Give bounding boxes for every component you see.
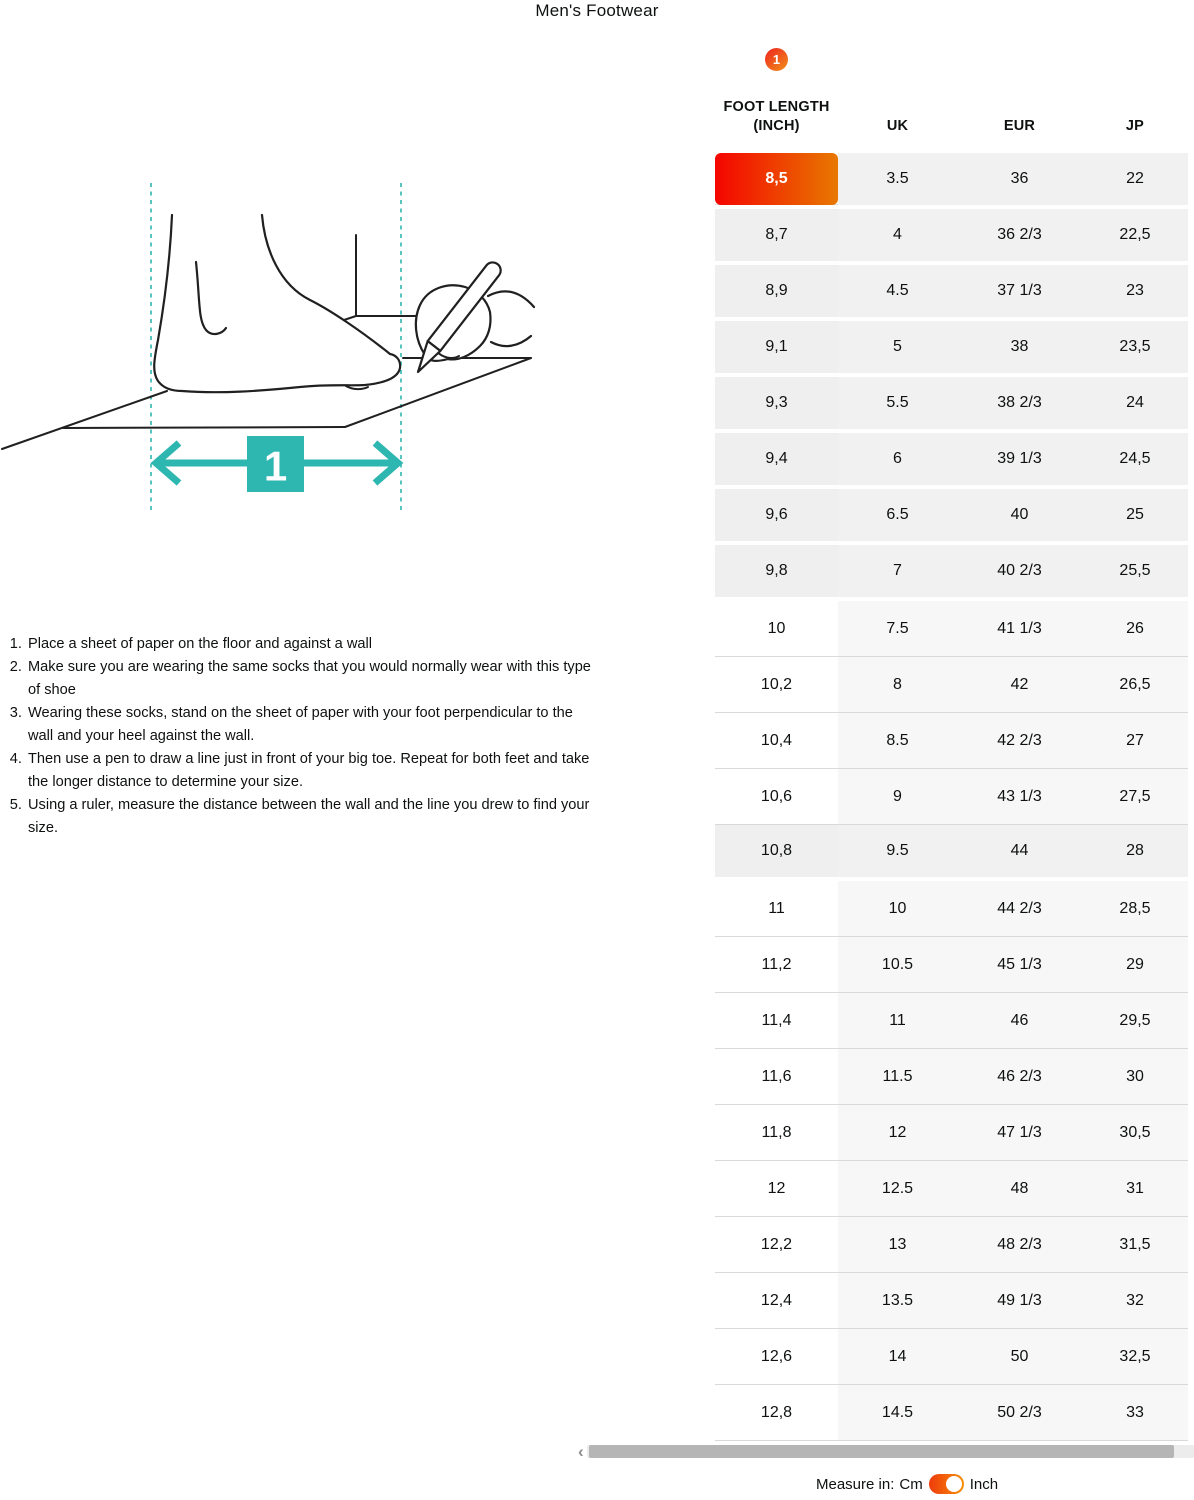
table-cell: 36 2/3 bbox=[957, 209, 1082, 261]
table-row bbox=[715, 769, 1188, 825]
table-row bbox=[715, 433, 1188, 489]
table-cell: 12 bbox=[715, 1161, 838, 1216]
column-header-jp: JP bbox=[1125, 118, 1145, 134]
table-cell: 9,6 bbox=[715, 489, 838, 541]
table-row bbox=[715, 489, 1188, 545]
table-cell: 30 bbox=[1082, 1049, 1188, 1104]
table-cell: 23 bbox=[1082, 265, 1188, 317]
table-cell: 50 2/3 bbox=[957, 1385, 1082, 1440]
table-cell: 5 bbox=[838, 321, 957, 373]
table-cell: 22 bbox=[1082, 153, 1188, 205]
table-cell: 42 bbox=[957, 657, 1082, 712]
table-cell: 11 bbox=[838, 993, 957, 1048]
instruction-item: 4. Then use a pen to draw a line just in front of your big toe. Repeat for both feet and take the longer distance to determine your size. bbox=[26, 748, 592, 794]
measure-unit-control bbox=[816, 1471, 998, 1497]
table-cell: 32 bbox=[1082, 1273, 1188, 1328]
table-cell: 50 bbox=[957, 1329, 1082, 1384]
table-cell: 11 bbox=[715, 881, 838, 936]
table-cell: 29 bbox=[1082, 937, 1188, 992]
table-cell: 27 bbox=[1082, 713, 1188, 768]
table-row bbox=[715, 993, 1188, 1049]
horizontal-scrollbar[interactable] bbox=[578, 1444, 1194, 1459]
table-cell: 3.5 bbox=[838, 153, 957, 205]
scroll-left-icon[interactable]: ‹ bbox=[578, 1442, 584, 1461]
table-cell: 12,2 bbox=[715, 1217, 838, 1272]
table-cell: 11,2 bbox=[715, 937, 838, 992]
instruction-item: 3. Wearing these socks, stand on the sheet of paper with your foot perpendicular to the wall and your heel against the wall. bbox=[26, 702, 592, 748]
table-cell: 38 2/3 bbox=[957, 377, 1082, 429]
table-cell: 25 bbox=[1082, 489, 1188, 541]
table-cell: 40 2/3 bbox=[957, 545, 1082, 597]
table-cell: 12,6 bbox=[715, 1329, 838, 1384]
table-cell: 9,8 bbox=[715, 545, 838, 597]
table-cell: 4 bbox=[838, 209, 957, 261]
unit-inch-label[interactable]: Inch bbox=[969, 1475, 999, 1493]
foot-outline bbox=[154, 215, 400, 392]
foot-measurement-illustration bbox=[0, 160, 600, 530]
table-cell: 14.5 bbox=[838, 1385, 957, 1440]
table-cell: 47 1/3 bbox=[957, 1105, 1082, 1160]
table-cell: 23,5 bbox=[1082, 321, 1188, 373]
table-cell: 44 bbox=[957, 825, 1082, 877]
size-table-rows bbox=[715, 153, 1188, 1441]
table-cell: 9 bbox=[838, 769, 957, 824]
instruction-item: 1. Place a sheet of paper on the floor and against a wall bbox=[26, 633, 592, 656]
table-cell: 4.5 bbox=[838, 265, 957, 317]
table-cell: 11,8 bbox=[715, 1105, 838, 1160]
column-header-eur: EUR bbox=[1003, 118, 1036, 134]
table-cell: 46 bbox=[957, 993, 1082, 1048]
table-row bbox=[715, 1385, 1188, 1441]
table-row bbox=[715, 1273, 1188, 1329]
table-cell: 8,7 bbox=[715, 209, 838, 261]
table-cell: 44 2/3 bbox=[957, 881, 1082, 936]
table-cell: 36 bbox=[957, 153, 1082, 205]
instruction-item: 2. Make sure you are wearing the same socks that you would normally wear with this type of shoe bbox=[26, 656, 592, 702]
table-cell: 11,4 bbox=[715, 993, 838, 1048]
page-title: Men's Footwear bbox=[535, 1, 659, 20]
table-cell: 28,5 bbox=[1082, 881, 1188, 936]
table-cell: 10,4 bbox=[715, 713, 838, 768]
table-cell: 31,5 bbox=[1082, 1217, 1188, 1272]
table-row bbox=[715, 209, 1188, 265]
table-cell: 9,4 bbox=[715, 433, 838, 485]
table-row bbox=[715, 265, 1188, 321]
table-cell: 7 bbox=[838, 545, 957, 597]
table-cell: 28 bbox=[1082, 825, 1188, 877]
table-cell: 26 bbox=[1082, 601, 1188, 656]
measurement-arrow bbox=[156, 436, 398, 492]
instruction-item: 5. Using a ruler, measure the distance between the wall and the line you drew to find your size. bbox=[26, 794, 592, 840]
table-row bbox=[715, 937, 1188, 993]
table-row bbox=[715, 713, 1188, 769]
table-row bbox=[715, 601, 1188, 657]
unit-cm-label[interactable]: Cm bbox=[899, 1475, 923, 1493]
unit-toggle[interactable] bbox=[929, 1474, 964, 1494]
table-row bbox=[715, 545, 1188, 601]
table-cell: 43 1/3 bbox=[957, 769, 1082, 824]
table-cell: 6.5 bbox=[838, 489, 957, 541]
table-row bbox=[715, 1049, 1188, 1105]
table-header bbox=[715, 92, 1188, 136]
table-cell: 37 1/3 bbox=[957, 265, 1082, 317]
table-cell: 8 bbox=[838, 657, 957, 712]
table-cell: 13 bbox=[838, 1217, 957, 1272]
table-cell: 6 bbox=[838, 433, 957, 485]
table-cell: 31 bbox=[1082, 1161, 1188, 1216]
table-cell: 8.5 bbox=[838, 713, 957, 768]
table-cell: 40 bbox=[957, 489, 1082, 541]
table-cell: 46 2/3 bbox=[957, 1049, 1082, 1104]
table-cell: 41 1/3 bbox=[957, 601, 1082, 656]
column-header-foot-length bbox=[715, 98, 838, 136]
table-cell: 13.5 bbox=[838, 1273, 957, 1328]
table-cell: 12,4 bbox=[715, 1273, 838, 1328]
table-cell: 33 bbox=[1082, 1385, 1188, 1440]
table-cell: 29,5 bbox=[1082, 993, 1188, 1048]
table-cell: 39 1/3 bbox=[957, 433, 1082, 485]
column-header-uk: UK bbox=[886, 118, 909, 134]
arrow-label: 1 bbox=[263, 442, 288, 490]
table-row bbox=[715, 1217, 1188, 1273]
table-cell: 7.5 bbox=[838, 601, 957, 656]
table-row bbox=[715, 153, 1188, 209]
table-cell: 12.5 bbox=[838, 1161, 957, 1216]
table-cell: 10 bbox=[838, 881, 957, 936]
table-row bbox=[715, 1329, 1188, 1385]
table-cell: 48 2/3 bbox=[957, 1217, 1082, 1272]
table-cell: 10,6 bbox=[715, 769, 838, 824]
table-row bbox=[715, 825, 1188, 881]
table-row bbox=[715, 1161, 1188, 1217]
table-cell: 9.5 bbox=[838, 825, 957, 877]
table-cell: 42 2/3 bbox=[957, 713, 1082, 768]
table-cell: 14 bbox=[838, 1329, 957, 1384]
table-cell: 8,9 bbox=[715, 265, 838, 317]
table-row bbox=[715, 657, 1188, 713]
measure-in-label: Measure in: bbox=[816, 1475, 895, 1493]
table-cell: 11.5 bbox=[838, 1049, 957, 1104]
selected-size-cell: 8,5 bbox=[715, 153, 838, 205]
scrollbar-thumb[interactable] bbox=[589, 1445, 1174, 1458]
table-row bbox=[715, 1105, 1188, 1161]
table-cell: 24 bbox=[1082, 377, 1188, 429]
table-cell: 12,8 bbox=[715, 1385, 838, 1440]
foot-length-badge: 1 bbox=[765, 48, 788, 71]
table-cell: 10.5 bbox=[838, 937, 957, 992]
table-cell: 48 bbox=[957, 1161, 1082, 1216]
column-header-foot-length-line2: (INCH) bbox=[753, 118, 800, 134]
table-cell: 12 bbox=[838, 1105, 957, 1160]
table-cell: 24,5 bbox=[1082, 433, 1188, 485]
table-cell: 9,3 bbox=[715, 377, 838, 429]
table-cell: 9,1 bbox=[715, 321, 838, 373]
table-cell: 25,5 bbox=[1082, 545, 1188, 597]
table-cell: 45 1/3 bbox=[957, 937, 1082, 992]
scrollbar-track[interactable] bbox=[587, 1445, 1194, 1458]
table-row bbox=[715, 377, 1188, 433]
table-cell: 49 1/3 bbox=[957, 1273, 1082, 1328]
table-cell: 10,2 bbox=[715, 657, 838, 712]
table-cell: 27,5 bbox=[1082, 769, 1188, 824]
table-cell: 22,5 bbox=[1082, 209, 1188, 261]
table-cell: 38 bbox=[957, 321, 1082, 373]
table-cell: 10 bbox=[715, 601, 838, 656]
instructions-list bbox=[6, 633, 592, 840]
table-cell: 30,5 bbox=[1082, 1105, 1188, 1160]
table-cell: 11,6 bbox=[715, 1049, 838, 1104]
toggle-knob[interactable] bbox=[946, 1476, 962, 1492]
table-row bbox=[715, 321, 1188, 377]
table-cell: 32,5 bbox=[1082, 1329, 1188, 1384]
table-cell: 26,5 bbox=[1082, 657, 1188, 712]
table-row bbox=[715, 881, 1188, 937]
table-cell: 5.5 bbox=[838, 377, 957, 429]
table-cell: 10,8 bbox=[715, 825, 838, 877]
column-header-foot-length-line1: FOOT LENGTH bbox=[723, 99, 830, 115]
